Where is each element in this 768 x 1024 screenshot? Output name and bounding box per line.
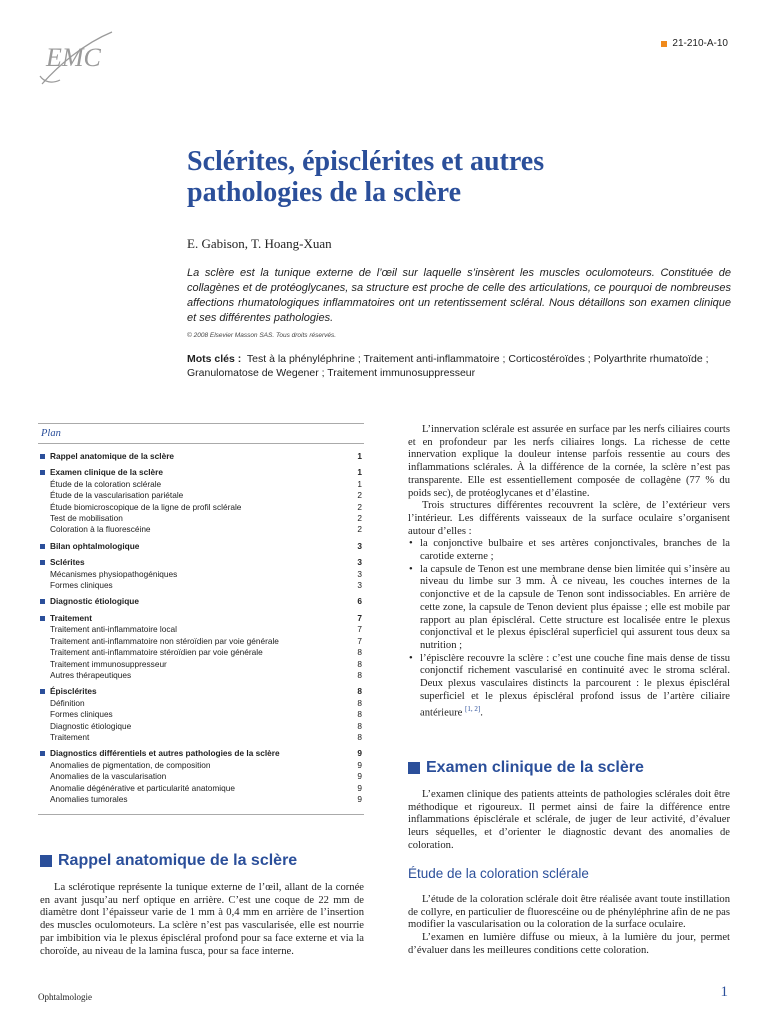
plan-entry-label: Bilan ophtalmologique bbox=[50, 540, 140, 551]
plan-entry-sub[interactable] bbox=[38, 479, 364, 490]
plan-entry-page: 2 bbox=[357, 513, 362, 524]
orange-square-icon bbox=[661, 41, 667, 47]
plan-entry-page: 9 bbox=[357, 793, 362, 804]
section-rappel-paragraph: La sclérotique représente la tunique externe de l’œil, allant de la cornée en avant jusqu’au nerf optique en arrière. C’est une coque de 22 mm de diamètre dont l’épaisseur varie de 1 mm à 0,4 mm en arrière de l’insertion des muscles oculomoteurs. La sclère n’est pas vascularisée, elle est nourrie par imbibition via le plexus épiscléral profond pour sa face externe et via la choroïde, au niveau de la lamina fusca, pour sa face interne. bbox=[40, 882, 364, 957]
plan-entry-sub[interactable] bbox=[38, 513, 364, 524]
article-title-line-1: Sclérites, épisclérites et autres bbox=[187, 146, 545, 177]
footer-journal: Ophtalmologie bbox=[38, 992, 92, 1002]
section-examen-body bbox=[408, 789, 730, 853]
section-square-icon bbox=[40, 855, 52, 867]
section-heading-rappel bbox=[40, 852, 297, 870]
plan-entry-label: Autres thérapeutiques bbox=[50, 669, 132, 680]
plan-entry-sub[interactable] bbox=[38, 624, 364, 635]
plan-entry-sub[interactable] bbox=[38, 490, 364, 501]
plan-entry-page: 2 bbox=[357, 524, 362, 535]
plan-entry-label: Traitement bbox=[50, 731, 90, 742]
table-of-contents bbox=[38, 423, 364, 815]
list-item-end: . bbox=[480, 708, 483, 719]
plan-title: Plan bbox=[38, 424, 364, 444]
plan-body bbox=[38, 451, 364, 805]
list-item: • la conjonctive bulbaire et ses artères conjonctivales, branches de la carotide externe ; bbox=[408, 538, 730, 563]
plan-entry-main[interactable] bbox=[38, 686, 364, 697]
paragraph-structures: Trois structures différentes recouvrent la sclère, de l’extérieur vers l’intérieur. Les différents vaisseaux de la surface oculaire s’organisent autour d’elles : bbox=[408, 500, 730, 537]
plan-entry-page: 3 bbox=[357, 540, 362, 551]
plan-entry-sub[interactable] bbox=[38, 636, 364, 647]
section-heading-examen bbox=[408, 759, 644, 777]
list-item-text: l’épisclère recouvre la sclère : c’est une couche fine mais dense de tissu conjonctif richement vascularisé en continuité avec le stroma scléral. Deux plexus vasculaires distincts la parcourent : le plexus épiscléral superficiel et le plexus épiscléral profond issus de l’artère ciliaire antérieure bbox=[420, 652, 730, 719]
section-rappel-body bbox=[40, 882, 364, 958]
article-title bbox=[187, 146, 667, 208]
plan-group bbox=[38, 748, 364, 805]
section-square-icon bbox=[408, 762, 420, 774]
plan-entry-label: Définition bbox=[50, 697, 85, 708]
plan-entry-page: 2 bbox=[357, 490, 362, 501]
section-heading-rappel-text: Rappel anatomique de la sclère bbox=[58, 852, 298, 869]
plan-entry-sub[interactable] bbox=[38, 698, 364, 709]
paragraph-coloration-1: L’étude de la coloration sclérale doit être réalisée avant toute instillation de collyre, en particulier de fluorescéine ou de phényléphrine afin de ne pas modifier la vascularisation ou la coloration de la surface oculaire. bbox=[408, 894, 730, 931]
section-heading-examen-text: Examen clinique de la sclère bbox=[426, 759, 644, 776]
right-column-body bbox=[408, 424, 730, 721]
plan-entry-page: 7 bbox=[357, 624, 362, 635]
plan-entry-sub[interactable] bbox=[38, 732, 364, 743]
plan-entry-label: Traitement bbox=[50, 612, 92, 623]
plan-entry-label: Test de mobilisation bbox=[50, 513, 123, 524]
plan-entry-label: Anomalies de pigmentation, de composition bbox=[50, 759, 211, 770]
plan-entry-label: Étude de la coloration sclérale bbox=[50, 478, 162, 489]
plan-entry-sub[interactable] bbox=[38, 783, 364, 794]
plan-entry-main[interactable] bbox=[38, 557, 364, 568]
plan-entry-page: 9 bbox=[357, 748, 362, 759]
emc-logo bbox=[38, 26, 118, 88]
plan-entry-label: Mécanismes physiopathogéniques bbox=[50, 568, 178, 579]
list-item: • la capsule de Tenon est une membrane dense bien limitée qui s’insère au niveau du limbe sur 3 mm. À ce niveau, les couches internes de la conjonctive et de la capsule de Tenon sont indissociables. En arrière de cette zone, la capsule de Tenon devient plus épaisse ; elle est mobile par rapport au plan épiscléral. Cette structure est localisée entre le plexus conjonctival et le plexus épiscléral superficiel qui assurent tous deux sa nutrition ; bbox=[408, 564, 730, 653]
plan-entry-label: Formes cliniques bbox=[50, 709, 113, 720]
copyright: © 2008 Elsevier Masson SAS. Tous droits réservés. bbox=[187, 332, 337, 339]
plan-group bbox=[38, 541, 364, 552]
plan-entry-page: 8 bbox=[357, 647, 362, 658]
paragraph-innervation: L’innervation sclérale est assurée en surface par les nerfs ciliaires courts et en profondeur par les nerfs ciliaires longs. La richesse de cette innervation explique la douleur intense parfois ressentie au cours des inflammations sclérales. À la différence de la cornée, la sclère n’est pas transparente. Elle est essentiellement composée de collagène (77 % du poids sec), de protéoglycanes et d’élastine. bbox=[408, 424, 730, 499]
plan-entry-sub[interactable] bbox=[38, 502, 364, 513]
plan-entry-page: 1 bbox=[357, 451, 362, 461]
plan-entry-label: Traitement anti-inflammatoire non stéroïdien par voie générale bbox=[50, 635, 279, 646]
plan-entry-sub[interactable] bbox=[38, 569, 364, 580]
plan-entry-label: Formes cliniques bbox=[50, 580, 113, 591]
plan-entry-main[interactable] bbox=[38, 451, 364, 462]
plan-entry-page: 9 bbox=[357, 759, 362, 770]
plan-entry-page: 1 bbox=[357, 467, 362, 478]
plan-entry-page: 7 bbox=[357, 635, 362, 646]
plan-entry-sub[interactable] bbox=[38, 670, 364, 681]
plan-entry-label: Étude de la vascularisation pariétale bbox=[50, 490, 184, 501]
keywords-label: Mots clés : bbox=[187, 353, 242, 365]
plan-entry-page: 9 bbox=[357, 782, 362, 793]
footer-page-number: 1 bbox=[720, 984, 728, 1000]
plan-entry-page: 3 bbox=[357, 568, 362, 579]
plan-entry-label: Diagnostic étiologique bbox=[50, 720, 132, 731]
abstract: La sclère est la tunique externe de l’œil sur laquelle s’insèrent les muscles oculomoteurs. Constituée de collagènes et de protéoglycanes, sa structure est proche de celle des articulations, ce pourquoi de nombreuses affections rhumatologiques inflammatoires ont un retentissement scléral. Nous détaillons son examen clinique et ses différentes pathologies. bbox=[187, 267, 731, 324]
plan-entry-main[interactable] bbox=[38, 541, 364, 552]
plan-entry-label: Anomalies de la vascularisation bbox=[50, 771, 167, 782]
authors: E. Gabison, T. Hoang-Xuan bbox=[187, 236, 332, 251]
plan-entry-sub[interactable] bbox=[38, 524, 364, 535]
plan-entry-page: 8 bbox=[357, 720, 362, 731]
plan-entry-page: 8 bbox=[357, 658, 362, 669]
plan-entry-label: Traitement anti-inflammatoire local bbox=[50, 624, 177, 635]
subsection-heading-coloration: Étude de la coloration sclérale bbox=[408, 866, 589, 881]
plan-group bbox=[38, 686, 364, 743]
plan-entry-main[interactable] bbox=[38, 748, 364, 759]
plan-entry-label: Épisclérites bbox=[50, 686, 97, 697]
plan-entry-label: Traitement anti-inflammatoire stéroïdien par voie générale bbox=[50, 647, 263, 658]
paragraph-coloration-2: L’examen en lumière diffuse ou mieux, à la lumière du jour, permet d’évaluer dans les meilleures conditions cette coloration. bbox=[408, 932, 730, 956]
plan-entry-label: Anomalie dégénérative et particularité anatomique bbox=[50, 782, 235, 793]
plan-entry-label: Examen clinique de la sclère bbox=[50, 467, 163, 478]
document-reference bbox=[661, 38, 728, 49]
paragraph-examen: L’examen clinique des patients atteints de pathologies sclérales doit être méthodique et rigoureux. Il permet ainsi de faire la différence entre inflammations épisclérale et sclérale, de juger de leur activité, d’évaluer leurs séquelles, et d’orienter le diagnostic devant des anomalies de coloration. bbox=[408, 789, 730, 851]
plan-group bbox=[38, 596, 364, 607]
document-reference-code: 21-210-A-10 bbox=[672, 38, 728, 49]
plan-entry-label: Rappel anatomique de la sclère bbox=[50, 451, 175, 461]
plan-entry-label: Sclérites bbox=[50, 557, 85, 568]
plan-entry-page: 8 bbox=[357, 697, 362, 708]
keywords bbox=[187, 352, 731, 380]
plan-entry-page: 3 bbox=[357, 557, 362, 568]
plan-entry-page: 7 bbox=[357, 612, 362, 623]
logo-text: EMC bbox=[46, 43, 101, 72]
plan-entry-label: Traitement immunosuppresseur bbox=[50, 658, 167, 669]
plan-group bbox=[38, 467, 364, 535]
plan-entry-page: 3 bbox=[357, 580, 362, 591]
plan-entry-sub[interactable] bbox=[38, 709, 364, 720]
plan-entry-label: Diagnostics différentiels et autres pathologies de la sclère bbox=[50, 748, 280, 759]
article-title-line-2: pathologies de la sclère bbox=[187, 177, 462, 208]
plan-entry-page: 8 bbox=[357, 709, 362, 720]
plan-entry-main[interactable] bbox=[38, 613, 364, 624]
plan-group bbox=[38, 613, 364, 681]
plan-entry-page: 8 bbox=[357, 669, 362, 680]
plan-entry-label: Coloration à la fluorescéine bbox=[50, 524, 151, 535]
plan-entry-page: 2 bbox=[357, 501, 362, 512]
citation-link[interactable]: [1, 2] bbox=[465, 705, 481, 714]
plan-entry-sub[interactable] bbox=[38, 647, 364, 658]
plan-group bbox=[38, 557, 364, 591]
plan-entry-label: Étude biomicroscopique de la ligne de profil sclérale bbox=[50, 501, 242, 512]
plan-entry-page: 8 bbox=[357, 731, 362, 742]
plan-entry-label: Diagnostic étiologique bbox=[50, 596, 139, 607]
plan-entry-page: 6 bbox=[357, 596, 362, 607]
plan-entry-main[interactable] bbox=[38, 467, 364, 478]
plan-entry-sub[interactable] bbox=[38, 771, 364, 782]
keywords-list: Test à la phényléphrine ; Traitement anti-inflammatoire ; Corticostéroïdes ; Polyarthrite rhumatoïde ; Granulomatose de Wegener ; Traitement immunosuppresseur bbox=[187, 353, 709, 379]
plan-entry-sub[interactable] bbox=[38, 721, 364, 732]
list-item bbox=[408, 653, 730, 721]
plan-entry-page: 8 bbox=[357, 686, 362, 697]
plan-entry-sub[interactable] bbox=[38, 580, 364, 591]
plan-entry-sub[interactable] bbox=[38, 794, 364, 805]
subsection-coloration-body bbox=[408, 894, 730, 958]
plan-entry-page: 9 bbox=[357, 771, 362, 782]
plan-entry-sub[interactable] bbox=[38, 760, 364, 771]
plan-entry-sub[interactable] bbox=[38, 659, 364, 670]
plan-group bbox=[38, 451, 364, 462]
plan-entry-page: 1 bbox=[357, 478, 362, 489]
structures-list bbox=[408, 538, 730, 720]
plan-entry-main[interactable] bbox=[38, 596, 364, 607]
plan-entry-label: Anomalies tumorales bbox=[50, 793, 128, 804]
